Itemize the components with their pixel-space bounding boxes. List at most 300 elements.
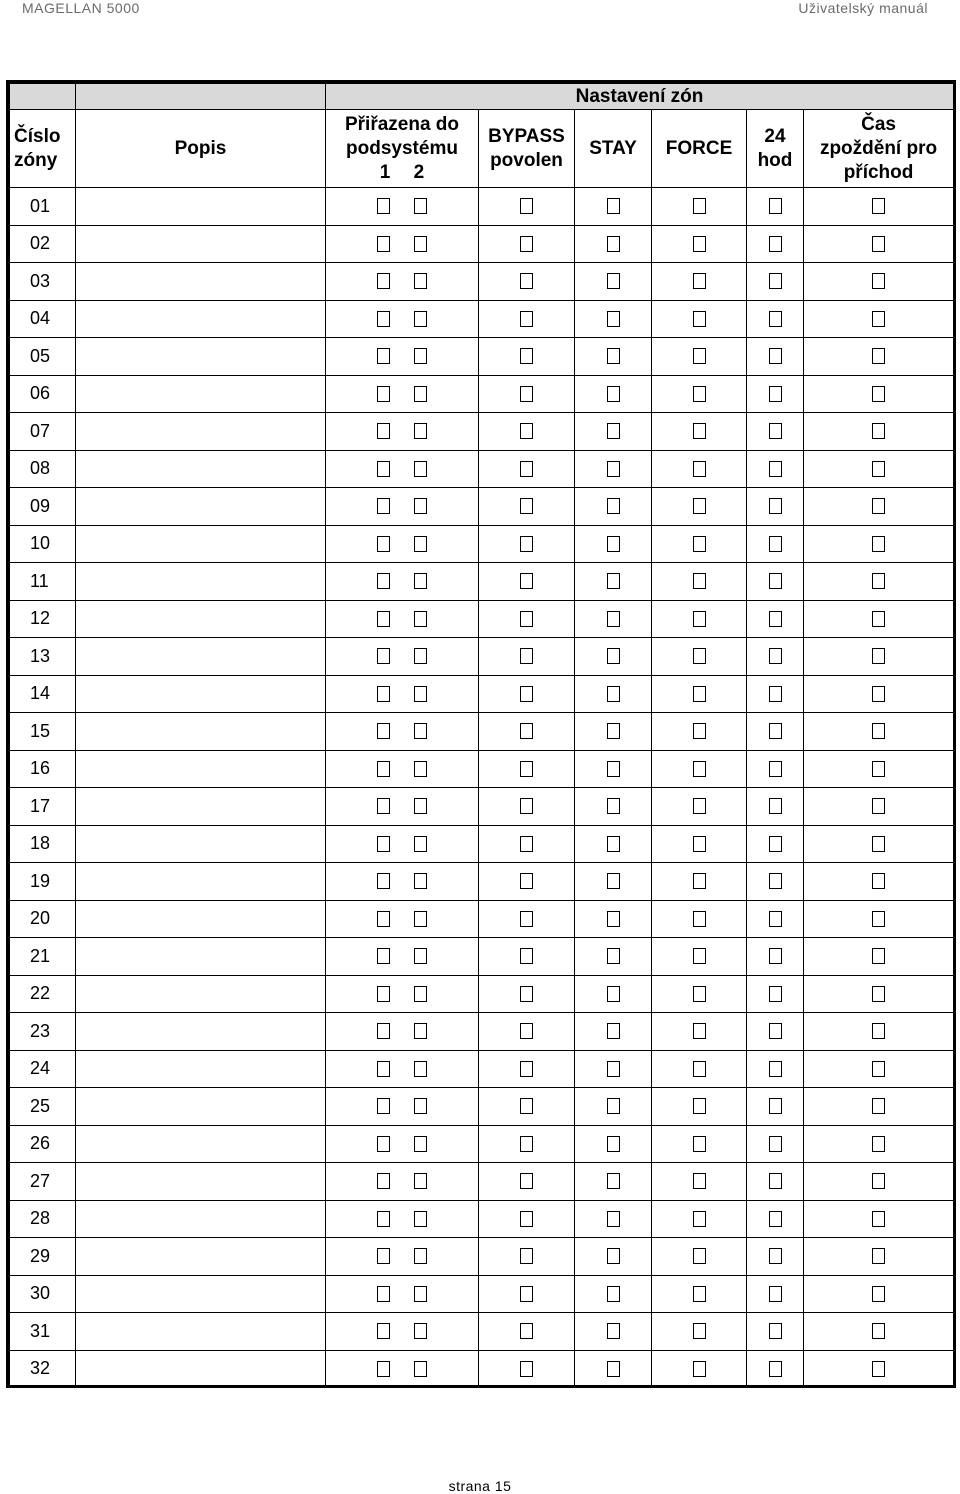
h24-checkbox[interactable] — [769, 498, 782, 514]
description-cell[interactable] — [76, 263, 326, 301]
partition-1-checkbox[interactable] — [377, 986, 390, 1002]
bypass-checkbox[interactable] — [520, 1061, 533, 1077]
partition-2-checkbox[interactable] — [414, 873, 427, 889]
description-cell[interactable] — [76, 1013, 326, 1051]
entry-delay-checkbox[interactable] — [872, 986, 885, 1002]
partition-1-checkbox[interactable] — [377, 611, 390, 627]
bypass-checkbox[interactable] — [520, 873, 533, 889]
description-cell[interactable] — [76, 225, 326, 263]
description-cell[interactable] — [76, 1275, 326, 1313]
force-checkbox[interactable] — [693, 761, 706, 777]
h24-checkbox[interactable] — [769, 1173, 782, 1189]
stay-cell — [575, 900, 652, 938]
bypass-checkbox[interactable] — [520, 311, 533, 327]
force-checkbox[interactable] — [693, 1098, 706, 1114]
bypass-checkbox[interactable] — [520, 761, 533, 777]
entry-delay-checkbox[interactable] — [872, 461, 885, 477]
bypass-checkbox[interactable] — [520, 536, 533, 552]
partition-2-checkbox[interactable] — [414, 948, 427, 964]
force-cell — [652, 488, 747, 526]
h24-checkbox[interactable] — [769, 761, 782, 777]
partition-2-checkbox[interactable] — [414, 311, 427, 327]
stay-checkbox[interactable] — [607, 1023, 620, 1039]
partition-1-checkbox[interactable] — [377, 573, 390, 589]
description-cell[interactable] — [76, 413, 326, 451]
entry-delay-checkbox[interactable] — [872, 1286, 885, 1302]
entry-delay-checkbox[interactable] — [872, 611, 885, 627]
h24-checkbox[interactable] — [769, 1361, 782, 1377]
h24-checkbox[interactable] — [769, 386, 782, 402]
partition-1-checkbox[interactable] — [377, 498, 390, 514]
partition-2-checkbox[interactable] — [414, 386, 427, 402]
force-checkbox[interactable] — [693, 461, 706, 477]
force-checkbox[interactable] — [693, 836, 706, 852]
h24-checkbox[interactable] — [769, 1061, 782, 1077]
stay-checkbox[interactable] — [607, 573, 620, 589]
bypass-cell — [479, 863, 575, 901]
force-checkbox[interactable] — [693, 198, 706, 214]
h24-checkbox[interactable] — [769, 273, 782, 289]
h24-checkbox[interactable] — [769, 911, 782, 927]
description-cell[interactable] — [76, 1238, 326, 1276]
partition-2-checkbox[interactable] — [414, 761, 427, 777]
stay-checkbox[interactable] — [607, 986, 620, 1002]
partition-1-checkbox[interactable] — [377, 873, 390, 889]
partition-2-checkbox[interactable] — [414, 836, 427, 852]
bypass-checkbox[interactable] — [520, 1173, 533, 1189]
description-cell[interactable] — [76, 788, 326, 826]
assigned-partition-cell — [326, 825, 479, 863]
h24-checkbox[interactable] — [769, 836, 782, 852]
partition-2-checkbox[interactable] — [414, 236, 427, 252]
description-cell[interactable] — [76, 675, 326, 713]
partition-1-checkbox[interactable] — [377, 686, 390, 702]
stay-cell — [575, 638, 652, 676]
stay-checkbox[interactable] — [607, 273, 620, 289]
assigned-partition-cell — [326, 713, 479, 751]
description-cell[interactable] — [76, 1163, 326, 1201]
force-checkbox[interactable] — [693, 686, 706, 702]
partition-2-checkbox[interactable] — [414, 198, 427, 214]
h24-checkbox[interactable] — [769, 1211, 782, 1227]
stay-checkbox[interactable] — [607, 611, 620, 627]
bypass-checkbox[interactable] — [520, 911, 533, 927]
bypass-checkbox[interactable] — [520, 198, 533, 214]
entry-delay-checkbox[interactable] — [872, 236, 885, 252]
partition-2-checkbox[interactable] — [414, 686, 427, 702]
force-checkbox[interactable] — [693, 873, 706, 889]
partition-1-checkbox[interactable] — [377, 1061, 390, 1077]
entry-delay-checkbox[interactable] — [872, 948, 885, 964]
h24-checkbox[interactable] — [769, 948, 782, 964]
force-checkbox[interactable] — [693, 573, 706, 589]
h24-checkbox[interactable] — [769, 1323, 782, 1339]
description-cell[interactable] — [76, 450, 326, 488]
description-cell[interactable] — [76, 900, 326, 938]
h24-checkbox[interactable] — [769, 798, 782, 814]
force-checkbox[interactable] — [693, 498, 706, 514]
entry-delay-checkbox[interactable] — [872, 1098, 885, 1114]
partition-2-checkbox[interactable] — [414, 573, 427, 589]
bypass-checkbox[interactable] — [520, 273, 533, 289]
bypass-checkbox[interactable] — [520, 386, 533, 402]
bypass-checkbox[interactable] — [520, 798, 533, 814]
table-row — [10, 1238, 954, 1276]
bypass-checkbox[interactable] — [520, 723, 533, 739]
stay-checkbox[interactable] — [607, 686, 620, 702]
partition-1-checkbox[interactable] — [377, 236, 390, 252]
zone-number: 29 — [10, 1238, 76, 1276]
bypass-checkbox[interactable] — [520, 1286, 533, 1302]
bypass-checkbox[interactable] — [520, 573, 533, 589]
entry-delay-checkbox[interactable] — [872, 423, 885, 439]
stay-checkbox[interactable] — [607, 1173, 620, 1189]
entry-delay-checkbox[interactable] — [872, 1323, 885, 1339]
stay-checkbox[interactable] — [607, 198, 620, 214]
force-checkbox[interactable] — [693, 1323, 706, 1339]
force-cell — [652, 675, 747, 713]
entry-delay-checkbox[interactable] — [872, 761, 885, 777]
entry-delay-checkbox[interactable] — [872, 573, 885, 589]
bypass-checkbox[interactable] — [520, 348, 533, 364]
bypass-checkbox[interactable] — [520, 1136, 533, 1152]
h24-checkbox[interactable] — [769, 986, 782, 1002]
description-cell[interactable] — [76, 638, 326, 676]
force-checkbox[interactable] — [693, 723, 706, 739]
partition-1-checkbox[interactable] — [377, 198, 390, 214]
stay-cell — [575, 225, 652, 263]
partition-2-checkbox[interactable] — [414, 1248, 427, 1264]
entry-delay-checkbox[interactable] — [872, 348, 885, 364]
bypass-checkbox[interactable] — [520, 948, 533, 964]
stay-checkbox[interactable] — [607, 236, 620, 252]
h24-checkbox[interactable] — [769, 236, 782, 252]
partition-2-checkbox[interactable] — [414, 1361, 427, 1377]
stay-checkbox[interactable] — [607, 1211, 620, 1227]
entry-delay-cell — [804, 263, 954, 301]
force-cell — [652, 375, 747, 413]
col-header-stay: STAY — [575, 110, 652, 188]
force-checkbox[interactable] — [693, 1248, 706, 1264]
zone-number: 13 — [10, 638, 76, 676]
h24-cell — [747, 1088, 804, 1126]
entry-delay-checkbox[interactable] — [872, 386, 885, 402]
entry-delay-checkbox[interactable] — [872, 1061, 885, 1077]
h24-cell — [747, 1163, 804, 1201]
h24-checkbox[interactable] — [769, 1248, 782, 1264]
partition-2-checkbox[interactable] — [414, 536, 427, 552]
stay-checkbox[interactable] — [607, 1061, 620, 1077]
bypass-checkbox[interactable] — [520, 1361, 533, 1377]
stay-checkbox[interactable] — [607, 648, 620, 664]
description-cell[interactable] — [76, 1088, 326, 1126]
force-checkbox[interactable] — [693, 798, 706, 814]
partition-1-checkbox[interactable] — [377, 386, 390, 402]
bypass-checkbox[interactable] — [520, 236, 533, 252]
h24-checkbox[interactable] — [769, 686, 782, 702]
stay-checkbox[interactable] — [607, 948, 620, 964]
h24-checkbox[interactable] — [769, 348, 782, 364]
description-cell[interactable] — [76, 188, 326, 226]
partition-2-checkbox[interactable] — [414, 798, 427, 814]
bypass-checkbox[interactable] — [520, 648, 533, 664]
force-checkbox[interactable] — [693, 1023, 706, 1039]
h24-checkbox[interactable] — [769, 611, 782, 627]
bypass-checkbox[interactable] — [520, 611, 533, 627]
force-checkbox[interactable] — [693, 648, 706, 664]
entry-delay-cell — [804, 600, 954, 638]
partition-1-checkbox[interactable] — [377, 1023, 390, 1039]
partition-1-checkbox[interactable] — [377, 798, 390, 814]
partition-1-checkbox[interactable] — [377, 836, 390, 852]
h24-checkbox[interactable] — [769, 198, 782, 214]
stay-checkbox[interactable] — [607, 311, 620, 327]
entry-delay-checkbox[interactable] — [872, 1361, 885, 1377]
partition-2-checkbox[interactable] — [414, 1211, 427, 1227]
partition-1-checkbox[interactable] — [377, 1211, 390, 1227]
stay-checkbox[interactable] — [607, 836, 620, 852]
h24-checkbox[interactable] — [769, 1098, 782, 1114]
entry-delay-checkbox[interactable] — [872, 311, 885, 327]
force-checkbox[interactable] — [693, 1173, 706, 1189]
h24-checkbox[interactable] — [769, 723, 782, 739]
table-row — [10, 563, 954, 601]
force-checkbox[interactable] — [693, 1211, 706, 1227]
description-cell[interactable] — [76, 1050, 326, 1088]
col-header-zone-number: Číslo zóny — [10, 110, 76, 188]
bypass-cell — [479, 188, 575, 226]
h24-cell — [747, 1238, 804, 1276]
h24-checkbox[interactable] — [769, 311, 782, 327]
stay-checkbox[interactable] — [607, 1361, 620, 1377]
entry-delay-cell — [804, 1163, 954, 1201]
bypass-checkbox[interactable] — [520, 1023, 533, 1039]
stay-checkbox[interactable] — [607, 1136, 620, 1152]
force-checkbox[interactable] — [693, 536, 706, 552]
h24-checkbox[interactable] — [769, 423, 782, 439]
h24-checkbox[interactable] — [769, 1136, 782, 1152]
stay-checkbox[interactable] — [607, 536, 620, 552]
description-cell[interactable] — [76, 825, 326, 863]
partition-1-checkbox[interactable] — [377, 648, 390, 664]
bypass-checkbox[interactable] — [520, 836, 533, 852]
partition-1-checkbox[interactable] — [377, 723, 390, 739]
h24-checkbox[interactable] — [769, 461, 782, 477]
stay-checkbox[interactable] — [607, 1286, 620, 1302]
zone-number: 21 — [10, 938, 76, 976]
stay-checkbox[interactable] — [607, 386, 620, 402]
force-cell — [652, 563, 747, 601]
partition-1-checkbox[interactable] — [377, 1098, 390, 1114]
partition-1-checkbox[interactable] — [377, 348, 390, 364]
description-cell[interactable] — [76, 863, 326, 901]
bypass-checkbox[interactable] — [520, 1098, 533, 1114]
partition-1-checkbox[interactable] — [377, 423, 390, 439]
partition-1-checkbox[interactable] — [377, 1248, 390, 1264]
entry-delay-checkbox[interactable] — [872, 198, 885, 214]
bypass-checkbox[interactable] — [520, 461, 533, 477]
h24-checkbox[interactable] — [769, 648, 782, 664]
partition-1-checkbox[interactable] — [377, 1323, 390, 1339]
partition-2-checkbox[interactable] — [414, 1136, 427, 1152]
partition-1-checkbox[interactable] — [377, 1361, 390, 1377]
h24-checkbox[interactable] — [769, 536, 782, 552]
description-cell[interactable] — [76, 375, 326, 413]
partition-2-checkbox[interactable] — [414, 986, 427, 1002]
entry-delay-checkbox[interactable] — [872, 1173, 885, 1189]
zone-number: 32 — [10, 1350, 76, 1388]
partition-2-checkbox[interactable] — [414, 723, 427, 739]
force-checkbox[interactable] — [693, 273, 706, 289]
description-cell[interactable] — [76, 488, 326, 526]
bypass-checkbox[interactable] — [520, 498, 533, 514]
stay-checkbox[interactable] — [607, 423, 620, 439]
bypass-checkbox[interactable] — [520, 1211, 533, 1227]
partition-2-checkbox[interactable] — [414, 348, 427, 364]
partition-2-checkbox[interactable] — [414, 1061, 427, 1077]
partition-2-checkbox[interactable] — [414, 1098, 427, 1114]
entry-delay-checkbox[interactable] — [872, 648, 885, 664]
entry-delay-checkbox[interactable] — [872, 836, 885, 852]
entry-delay-checkbox[interactable] — [872, 1023, 885, 1039]
bypass-checkbox[interactable] — [520, 1248, 533, 1264]
stay-checkbox[interactable] — [607, 348, 620, 364]
force-cell — [652, 750, 747, 788]
h24-cell — [747, 188, 804, 226]
h24-cell — [747, 675, 804, 713]
h24-checkbox[interactable] — [769, 573, 782, 589]
force-checkbox[interactable] — [693, 911, 706, 927]
entry-delay-checkbox[interactable] — [872, 498, 885, 514]
description-cell[interactable] — [76, 338, 326, 376]
entry-delay-checkbox[interactable] — [872, 723, 885, 739]
h24-cell — [747, 600, 804, 638]
partition-1-checkbox[interactable] — [377, 948, 390, 964]
stay-checkbox[interactable] — [607, 761, 620, 777]
assigned-partition-cell — [326, 525, 479, 563]
partition-1-checkbox[interactable] — [377, 911, 390, 927]
partition-1-checkbox[interactable] — [377, 311, 390, 327]
entry-delay-checkbox[interactable] — [872, 911, 885, 927]
bypass-checkbox[interactable] — [520, 1323, 533, 1339]
stay-checkbox[interactable] — [607, 723, 620, 739]
force-cell — [652, 1013, 747, 1051]
force-checkbox[interactable] — [693, 1361, 706, 1377]
entry-delay-checkbox[interactable] — [872, 1136, 885, 1152]
description-cell[interactable] — [76, 1125, 326, 1163]
partition-2-checkbox[interactable] — [414, 911, 427, 927]
entry-delay-checkbox[interactable] — [872, 1211, 885, 1227]
description-cell[interactable] — [76, 938, 326, 976]
bypass-cell — [479, 338, 575, 376]
description-cell[interactable] — [76, 1200, 326, 1238]
force-checkbox[interactable] — [693, 1061, 706, 1077]
assigned-partition-cell — [326, 900, 479, 938]
force-checkbox[interactable] — [693, 348, 706, 364]
bypass-cell — [479, 263, 575, 301]
bypass-checkbox[interactable] — [520, 686, 533, 702]
h24-checkbox[interactable] — [769, 1023, 782, 1039]
force-checkbox[interactable] — [693, 423, 706, 439]
entry-delay-checkbox[interactable] — [872, 686, 885, 702]
partition-2-checkbox[interactable] — [414, 611, 427, 627]
partition-2-checkbox[interactable] — [414, 1286, 427, 1302]
partition-2-checkbox[interactable] — [414, 1323, 427, 1339]
description-cell[interactable] — [76, 525, 326, 563]
bypass-checkbox[interactable] — [520, 986, 533, 1002]
assigned-partition-cell — [326, 1050, 479, 1088]
h24-cell — [747, 863, 804, 901]
h24-checkbox[interactable] — [769, 873, 782, 889]
stay-checkbox[interactable] — [607, 911, 620, 927]
partition-1-checkbox[interactable] — [377, 1286, 390, 1302]
force-checkbox[interactable] — [693, 611, 706, 627]
bypass-checkbox[interactable] — [520, 423, 533, 439]
stay-checkbox[interactable] — [607, 498, 620, 514]
force-checkbox[interactable] — [693, 1286, 706, 1302]
force-checkbox[interactable] — [693, 236, 706, 252]
partition-1-checkbox[interactable] — [377, 1173, 390, 1189]
description-cell[interactable] — [76, 975, 326, 1013]
partition-2-checkbox[interactable] — [414, 461, 427, 477]
force-cell — [652, 450, 747, 488]
description-cell[interactable] — [76, 713, 326, 751]
description-cell[interactable] — [76, 300, 326, 338]
stay-checkbox[interactable] — [607, 798, 620, 814]
partition-1-checkbox[interactable] — [377, 273, 390, 289]
force-checkbox[interactable] — [693, 386, 706, 402]
partition-1-checkbox[interactable] — [377, 536, 390, 552]
assigned-partition-cell — [326, 1125, 479, 1163]
description-cell[interactable] — [76, 600, 326, 638]
partition-2-checkbox[interactable] — [414, 648, 427, 664]
stay-checkbox[interactable] — [607, 873, 620, 889]
entry-delay-cell — [804, 338, 954, 376]
h24-cell — [747, 1350, 804, 1388]
partition-2-checkbox[interactable] — [414, 1173, 427, 1189]
table-row — [10, 188, 954, 226]
stay-checkbox[interactable] — [607, 1098, 620, 1114]
partition-1-checkbox[interactable] — [377, 1136, 390, 1152]
force-checkbox[interactable] — [693, 948, 706, 964]
h24-checkbox[interactable] — [769, 1286, 782, 1302]
partition-1-checkbox[interactable] — [377, 761, 390, 777]
partition-2-checkbox[interactable] — [414, 273, 427, 289]
bypass-cell — [479, 1013, 575, 1051]
force-checkbox[interactable] — [693, 986, 706, 1002]
partition-2-checkbox[interactable] — [414, 1023, 427, 1039]
entry-delay-checkbox[interactable] — [872, 536, 885, 552]
stay-checkbox[interactable] — [607, 1248, 620, 1264]
force-checkbox[interactable] — [693, 1136, 706, 1152]
partition-2-checkbox[interactable] — [414, 498, 427, 514]
entry-delay-checkbox[interactable] — [872, 273, 885, 289]
stay-checkbox[interactable] — [607, 461, 620, 477]
stay-checkbox[interactable] — [607, 1323, 620, 1339]
entry-delay-checkbox[interactable] — [872, 873, 885, 889]
description-cell[interactable] — [76, 1350, 326, 1388]
entry-delay-checkbox[interactable] — [872, 798, 885, 814]
entry-delay-checkbox[interactable] — [872, 1248, 885, 1264]
partition-1-checkbox[interactable] — [377, 461, 390, 477]
description-cell[interactable] — [76, 563, 326, 601]
description-cell[interactable] — [76, 1313, 326, 1351]
description-cell[interactable] — [76, 750, 326, 788]
force-checkbox[interactable] — [693, 311, 706, 327]
table-row — [10, 1125, 954, 1163]
zone-number: 14 — [10, 675, 76, 713]
partition-2-checkbox[interactable] — [414, 423, 427, 439]
